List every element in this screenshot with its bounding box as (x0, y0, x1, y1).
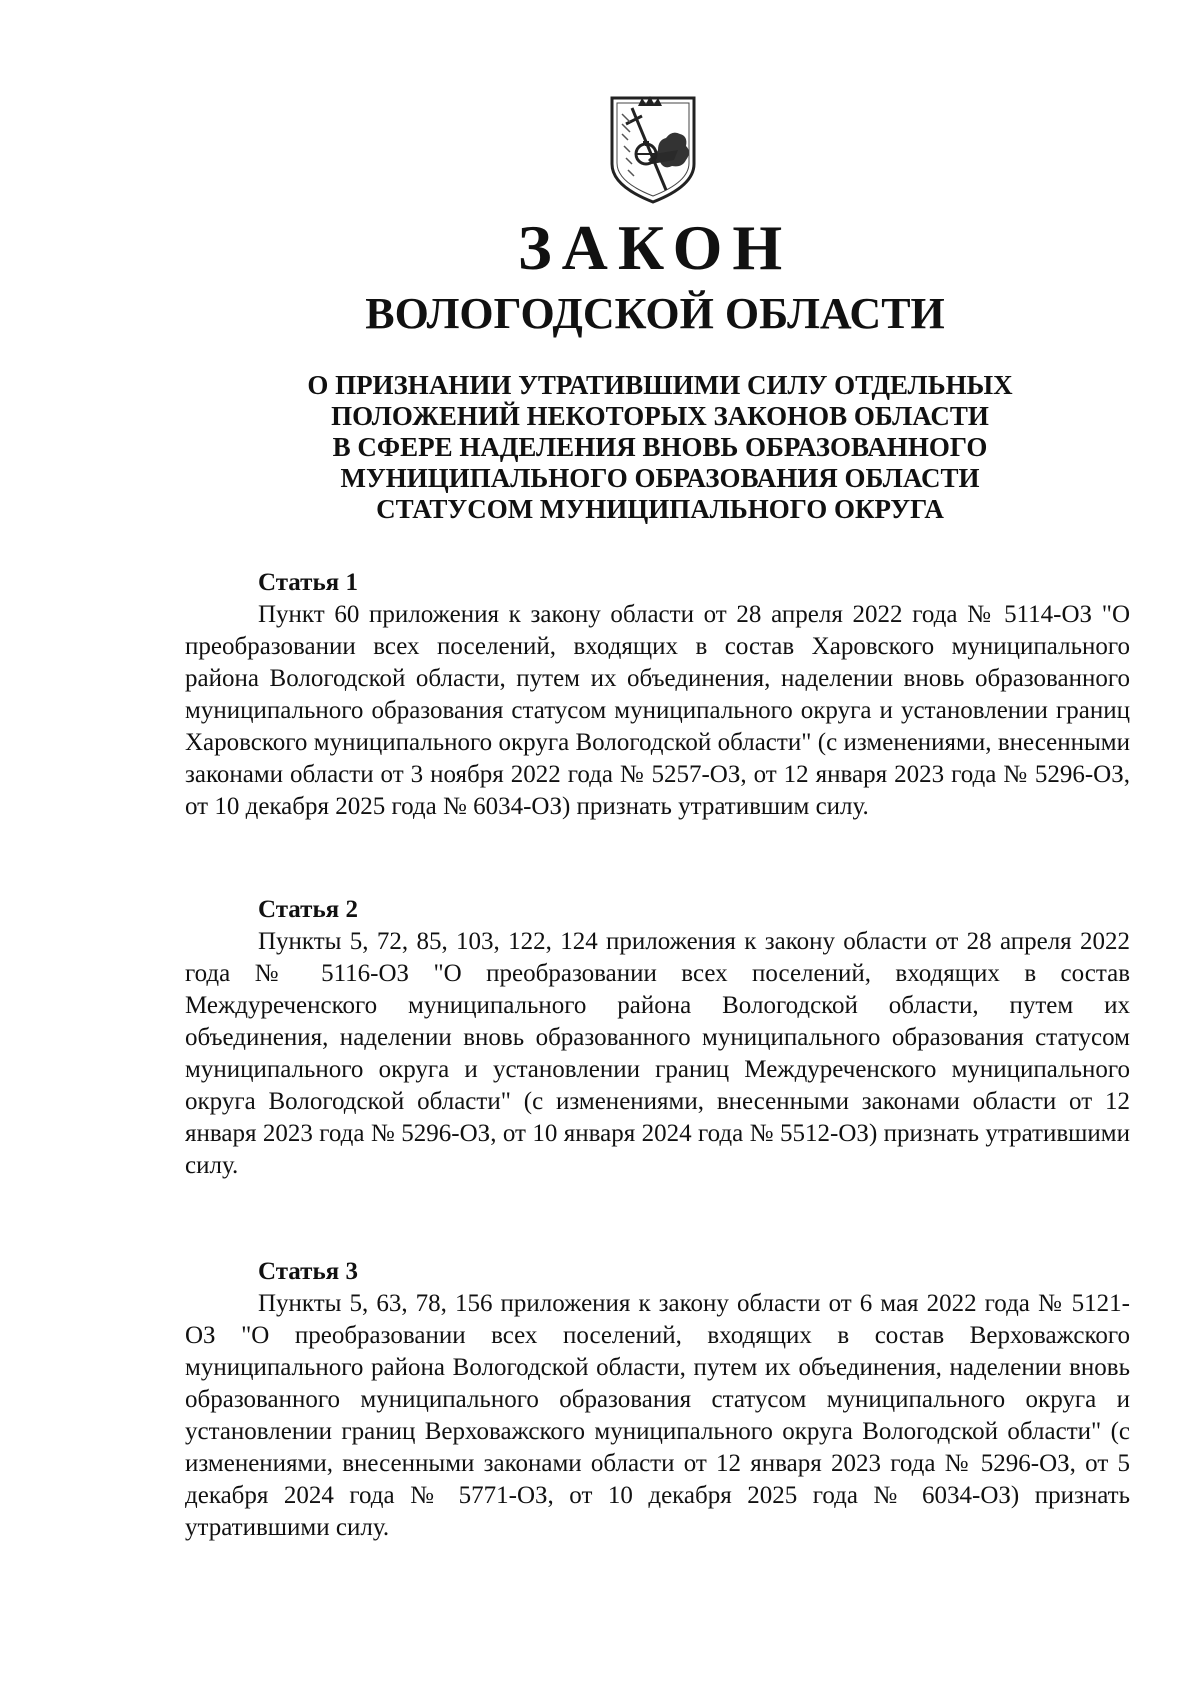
law-title-line: О ПРИЗНАНИИ УТРАТИВШИМИ СИЛУ ОТДЕЛЬНЫХ (307, 370, 1013, 400)
article-text: Пункты 5, 72, 85, 103, 122, 124 приложения к закону области от 28 апреля 2022 года № 5116-ОЗ "О преобразовании всех поселений, входящих в состав Междуреченского муниципального района Вологодской области, путем их объединения, наделении вновь образованного муниципального образования статусом муниципального округа и установлении границ Междуреченского муниципального округа Вологодской области" (с изменениями, внесенными законами области от 12 января 2023 года № 5296-ОЗ, от 10 января 2024 года № 5512-ОЗ) признать утратившими силу. (185, 928, 1130, 1179)
article-heading: Статья 3 (258, 1258, 358, 1285)
law-title-line: МУНИЦИПАЛЬНОГО ОБРАЗОВАНИЯ ОБЛАСТИ (340, 463, 980, 493)
coat-of-arms-icon (608, 94, 698, 206)
region-heading: ВОЛОГОДСКОЙ ОБЛАСТИ (365, 289, 945, 338)
article-text: Пункты 5, 63, 78, 156 приложения к закону области от 6 мая 2022 года № 5121-ОЗ "О преобразовании всех поселений, входящих в состав Верховажского муниципального района Вологодской области, путем их объединения, наделении вновь образованного муниципального образования статусом муниципального округа и установлении границ Верховажского муниципального округа Вологодской области" (с изменениями, внесенными законами области от 12 января 2023 года № 5296-ОЗ, от 5 декабря 2024 года № 5771-ОЗ, от 10 декабря 2025 года № 6034-ОЗ) признать утратившими силу. (185, 1290, 1130, 1541)
law-heading: ЗАКОН (517, 212, 793, 283)
article-heading: Статья 2 (258, 896, 358, 923)
law-title-line: ПОЛОЖЕНИЙ НЕКОТОРЫХ ЗАКОНОВ ОБЛАСТИ (331, 401, 989, 431)
law-title-line: В СФЕРЕ НАДЕЛЕНИЯ ВНОВЬ ОБРАЗОВАННОГО (332, 432, 988, 462)
article-3 (185, 1256, 1130, 1544)
law-title-line: СТАТУСОМ МУНИЦИПАЛЬНОГО ОКРУГА (376, 494, 944, 524)
article-text: Пункт 60 приложения к закону области от 28 апреля 2022 года № 5114-ОЗ "О преобразовании всех поселений, входящих в состав Харовского муниципального района Вологодской области, путем их объединения, наделении вновь образованного муниципального образования статусом муниципального округа и установлении границ Харовского муниципального округа Вологодской области" (с изменениями, внесенными законами области от 3 ноября 2022 года № 5257-ОЗ, от 12 января 2023 года № 5296-ОЗ, от 10 декабря 2025 года № 6034-ОЗ) признать утратившим силу. (185, 601, 1130, 820)
article-1 (185, 567, 1130, 823)
law-title (190, 370, 1130, 525)
article-heading: Статья 1 (258, 569, 358, 596)
article-2 (185, 894, 1130, 1182)
